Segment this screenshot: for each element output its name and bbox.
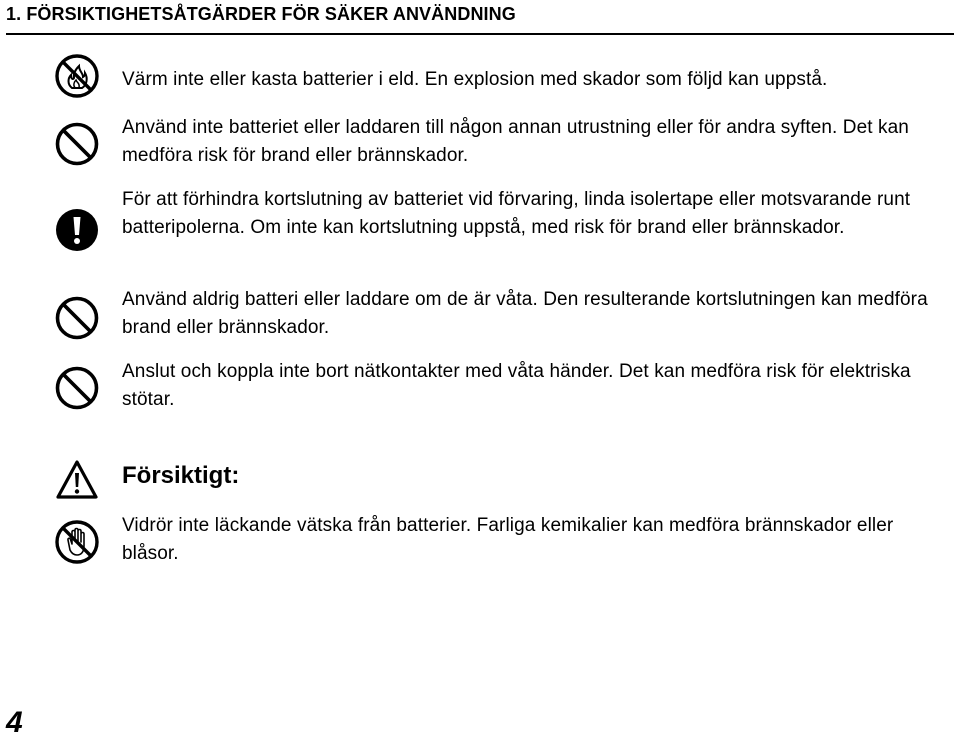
caution-heading: Försiktigt: bbox=[122, 462, 240, 489]
page-number: 4 bbox=[6, 706, 23, 739]
prohibition-icon bbox=[55, 366, 99, 410]
prohibition-icon bbox=[55, 122, 99, 166]
caution-text-leaking-fluid: Vidrör inte läckande vätska från batterier. Farliga kemikalier kan medföra brännskador eller blåsor. bbox=[122, 515, 894, 564]
mandatory-action-icon bbox=[55, 208, 99, 252]
warning-text-short-circuit: För att förhindra kortslutning av batteriet vid förvaring, linda isolertape eller motsvarande runt batteripolerna. Om inte kan kortslutning uppstå, med risk för brand eller brännskador. bbox=[122, 189, 911, 238]
no-fire-icon bbox=[55, 54, 99, 98]
warning-text-other-equipment: Använd inte batteriet eller laddaren till någon annan utrustning eller för andra syften. Det kan medföra risk för brand eller brännskador. bbox=[122, 117, 909, 166]
caution-triangle-icon bbox=[55, 458, 99, 502]
warning-text-fire: Värm inte eller kasta batterier i eld. En explosion med skador som följd kan uppstå. bbox=[122, 69, 828, 90]
prohibition-icon bbox=[55, 296, 99, 340]
section-title: 1. FÖRSIKTIGHETSÅTGÄRDER FÖR SÄKER ANVÄNDNING bbox=[6, 4, 516, 24]
header-divider bbox=[6, 33, 954, 35]
do-not-touch-icon bbox=[55, 520, 99, 564]
warning-text-wet: Använd aldrig batteri eller laddare om de är våta. Den resulterande kortslutningen kan medföra brand eller brännskador. bbox=[122, 289, 928, 338]
warning-text-wet-hands: Anslut och koppla inte bort nätkontakter med våta händer. Det kan medföra risk för elektriska stötar. bbox=[122, 361, 911, 410]
